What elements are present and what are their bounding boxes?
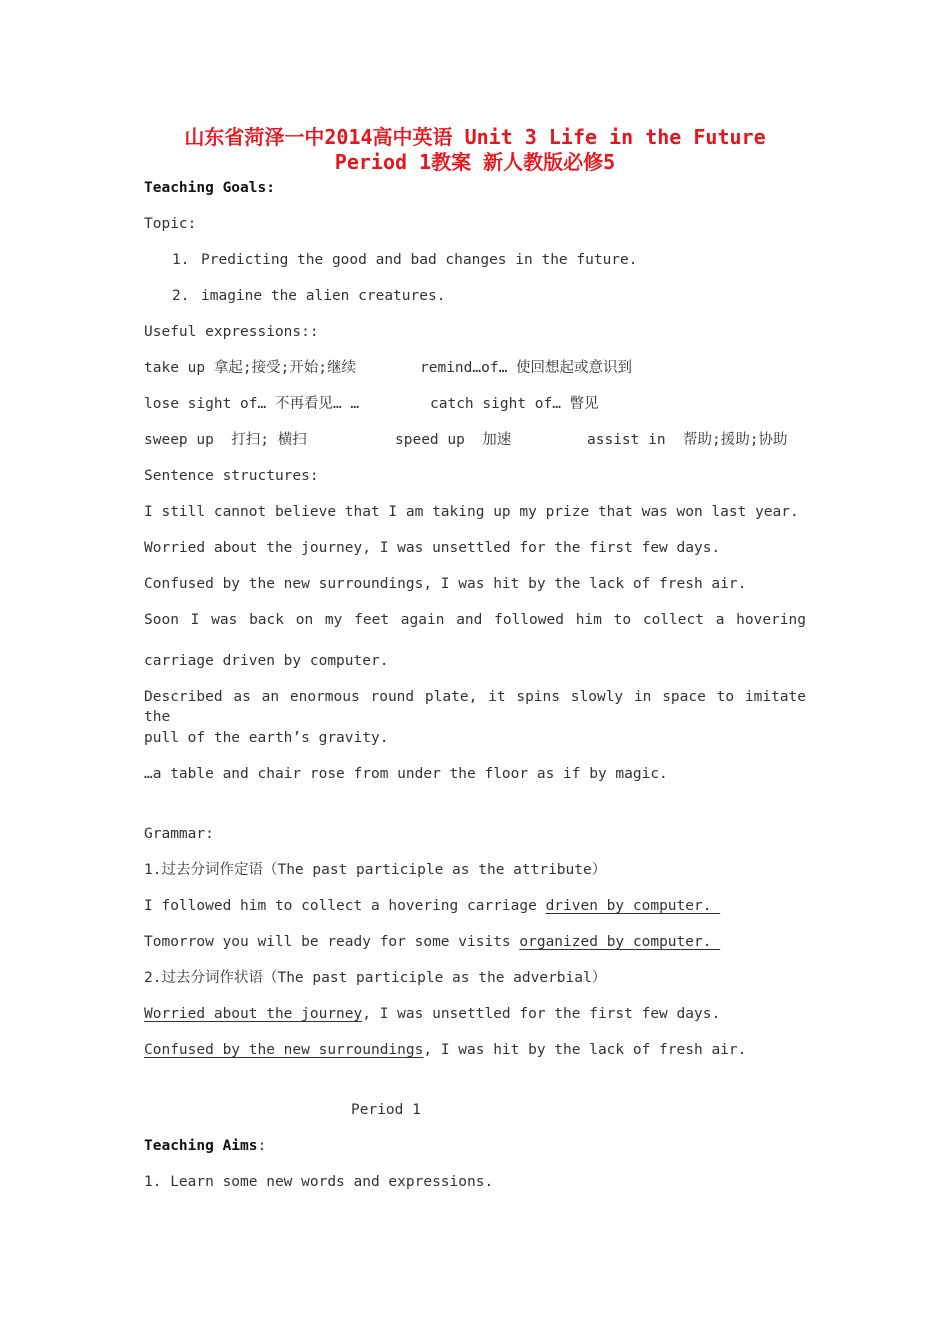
grammar-point-1: 1.过去分词作定语（The past participle as the attribute） [144,862,607,878]
expression-item: remind…of… 使回想起或意识到 [420,360,633,376]
topic-item [172,286,445,306]
expression-item: catch sight of… 瞥见 [430,396,599,412]
example-text: , I was hit by the lack of fresh air. [423,1042,747,1058]
expression-item: assist in 帮助;援助;协助 [587,432,788,448]
underlined-phrase: driven by computer. [545,898,721,914]
sentence-line: …a table and chair rose from under the floor as if by magic. [144,766,668,782]
sentence-line: Confused by the new surroundings, I was hit by the lack of fresh air. [144,576,747,592]
teaching-goals-heading: Teaching Goals: [144,180,275,196]
sentence-line: Worried about the journey, I was unsettled for the first few days. [144,540,721,556]
sentence-line: pull of the earth’s gravity. [144,730,389,746]
teaching-aims-heading [144,1136,266,1156]
document-title-line1: 山东省菏泽一中2014高中英语 Unit 3 Life in the Future [184,125,766,149]
example-text: Tomorrow you will be ready for some visits [144,934,520,950]
teaching-aims-colon: : [257,1138,267,1154]
topic-number: 2. [172,288,190,304]
sentence-line: carriage driven by computer. [144,653,389,669]
underlined-phrase: Worried about the journey [144,1006,363,1022]
grammar-label: Grammar: [144,826,214,842]
expression-item: speed up 加速 [395,432,512,448]
expression-item: lose sight of… 不再看见… … [144,396,360,412]
teaching-aims-text: Teaching Aims [144,1138,258,1154]
expression-item: sweep up 打扫; 横扫 [144,432,307,448]
underlined-phrase: Confused by the new surroundings [144,1042,424,1058]
example-text: , I was unsettled for the first few days. [362,1006,721,1022]
underlined-phrase: organized by computer. [519,934,721,950]
document-title-line2: Period 1教案 新人教版必修5 [334,150,616,174]
grammar-example [144,932,720,952]
topic-item [172,250,638,270]
topic-number: 1. [172,252,190,268]
sentence-line: Soon I was back on my feet again and followed him to collect a hovering [144,612,806,628]
aim-item: 1. Learn some new words and expressions. [144,1174,494,1190]
period-label: Period 1 [351,1102,421,1118]
grammar-point-2: 2.过去分词作状语（The past participle as the adverbial） [144,970,607,986]
grammar-example [144,896,720,916]
sentence-line: Described as an enormous round plate, it spins slowly in space to imitate the [144,689,806,725]
sentence-line: I still cannot believe that I am taking up my prize that was won last year. [144,504,799,520]
topic-label: Topic: [144,216,197,232]
topic-text: Predicting the good and bad changes in the future. [201,252,638,268]
example-text: I followed him to collect a hovering carriage [144,898,546,914]
grammar-example [144,1040,746,1060]
grammar-example [144,1004,720,1024]
sentence-structures-label: Sentence structures: [144,468,319,484]
expression-item: take up 拿起;接受;开始;继续 [144,360,357,376]
useful-expressions-label: Useful expressions:: [144,324,319,340]
topic-text: imagine the alien creatures. [201,288,446,304]
